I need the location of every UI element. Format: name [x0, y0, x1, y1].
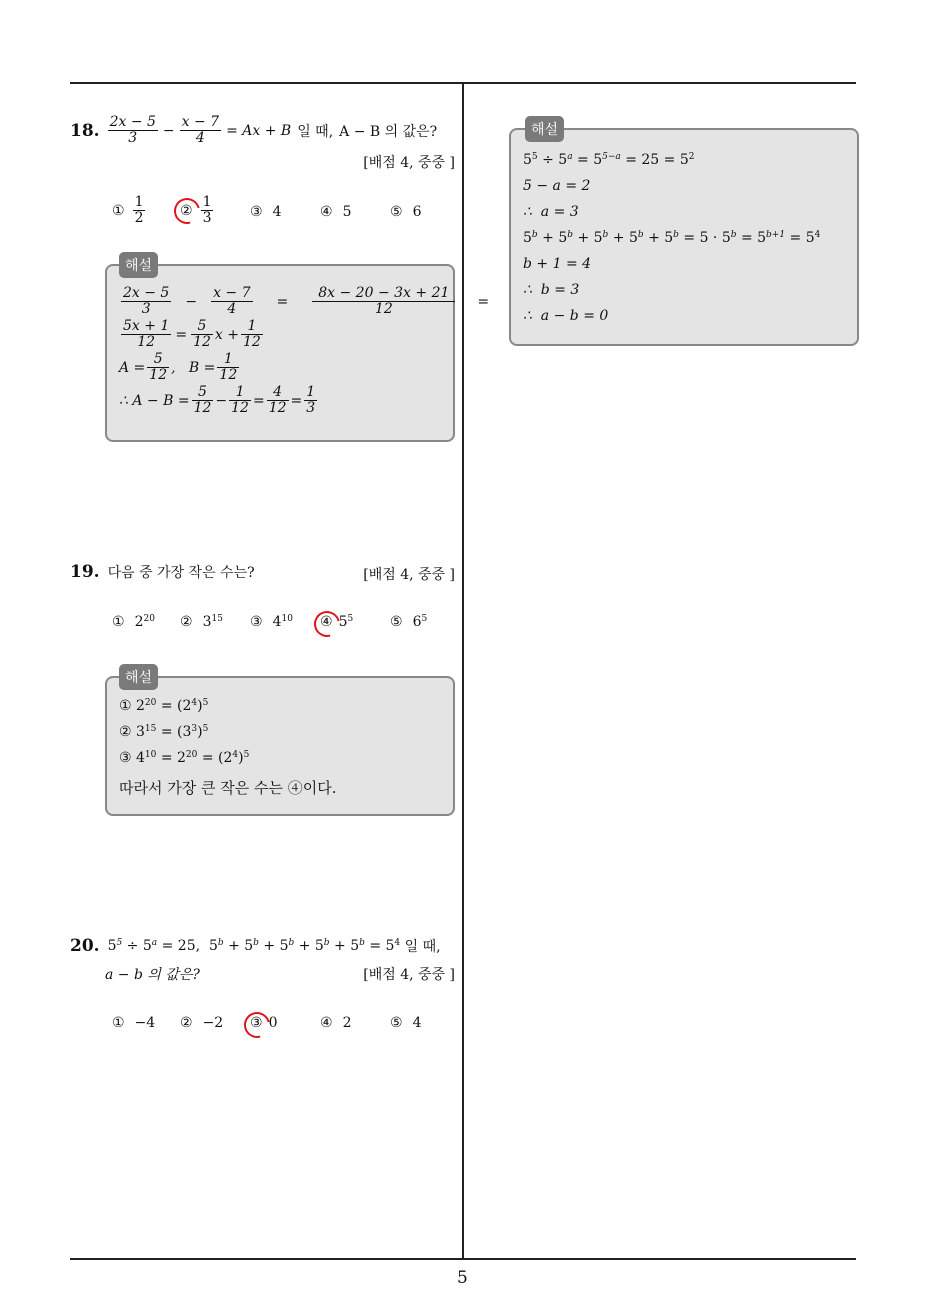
choice-3[interactable]: ③ 0 — [250, 1015, 278, 1031]
page-number: 5 — [457, 1268, 468, 1288]
choice-3[interactable]: ③ 4 — [250, 204, 282, 220]
solution-line: ③ 4 $^{10}$ = 2 $^{20}$ = (2 $^4$ ) $^5$ — [119, 750, 250, 766]
question-number: 18. — [70, 120, 100, 141]
score-label: [배점 4, 중중 ] — [363, 155, 455, 171]
question-18-stem — [70, 115, 437, 146]
choice-1[interactable]: ① $\frac{1}{2}$ — [112, 194, 144, 226]
solution-line: 5 $^5$ ÷ 5 $^a$ = 5 $^{5-a}$ = 25 = 5 $^2$ — [523, 152, 695, 168]
choice-4[interactable]: ④ 5 — [320, 204, 352, 220]
solution-line: 5 $^b$ + 5 $^b$ + 5 $^b$ + 5 $^b$ + 5 $^b$ = 5 · 5 $^b$ = 5 $^{b+1}$ = 5 $^4$ — [523, 230, 821, 246]
solution-line: 5 − a = 2 — [523, 178, 591, 194]
solution-line: ∴ a = 3 — [523, 204, 579, 220]
question-19 — [70, 562, 455, 642]
solution-conclusion: 따라서 가장 큰 작은 수는 ④이다. — [119, 779, 337, 797]
solution-line: b + 1 = 4 — [523, 256, 592, 272]
bottom-rule — [70, 1258, 856, 1260]
question-20-stem-line2: a − b 의 값은? — [105, 967, 200, 983]
solution-line: $\frac{2x - 5}{3}$ − $\frac{x - 7}{4}$ = $\frac{8x - 20 - 3x + 21}{12}$ = — [123, 285, 490, 317]
answer-circle-mark — [239, 1007, 278, 1043]
question-19-stem — [70, 562, 255, 582]
question-20-stem-line1: 20. 5 $^5$ ÷ 5 $^a$ = 25, 5 $^b$ + 5 $^b$ + 5 $^b$ + 5 $^b$ + 5 $^b$ = 5 $^4$ 일 때, — [70, 936, 441, 956]
fraction: $\frac{x - 7}{4}$ — [181, 114, 220, 146]
solution-line: $\frac{5x + 1}{12}$ = $\frac{5}{12}$ x + $\frac{1}{12}$ — [123, 318, 261, 350]
solution-box-19 — [105, 670, 455, 816]
solution-line: ① 2 $^{20}$ = (2 $^4$ ) $^5$ — [119, 698, 209, 714]
choice-2[interactable]: ② $\frac{1}{3}$ — [180, 194, 212, 226]
score-label: [배점 4, 중중 ] — [363, 567, 455, 583]
equation-rhs: = Ax + B — [226, 122, 292, 139]
solution-tag: 해설 — [119, 664, 158, 690]
minus-sign: − — [162, 122, 175, 139]
solution-box-18 — [105, 258, 490, 442]
question-number: 20. — [70, 936, 100, 956]
question-number: 19. — [70, 562, 100, 582]
choice-5[interactable]: ⑤ 6 $^5$ — [390, 614, 428, 630]
solution-line: ∴ A − B = $\frac{5}{12}$ − $\frac{1}{12}$ = $\frac{4}{12}$ = $\frac{1}{3}$ — [119, 384, 316, 416]
solution-box-20 — [509, 122, 859, 346]
solution-tag: 해설 — [119, 252, 158, 278]
solution-line: A = $\frac{5}{12}$ , B = $\frac{1}{12}$ — [119, 351, 238, 383]
choice-2[interactable]: ② −2 — [180, 1015, 224, 1031]
solution-line: ∴ a − b = 0 — [523, 308, 609, 324]
score-label: [배점 4, 중중 ] — [363, 967, 455, 983]
choice-4[interactable]: ④ 2 — [320, 1015, 352, 1031]
choice-1[interactable]: ① 2 $^{20}$ — [112, 614, 155, 630]
solution-tag: 해설 — [525, 116, 564, 142]
answer-circle-mark — [309, 606, 345, 642]
choice-3[interactable]: ③ 4 $^{10}$ — [250, 614, 293, 630]
question-ask: A − B 의 값은? — [339, 123, 438, 140]
choice-2[interactable]: ② 3 $^{15}$ — [180, 614, 223, 630]
choice-5[interactable]: ⑤ 4 — [390, 1015, 422, 1031]
choice-5[interactable]: ⑤ 6 — [390, 204, 422, 220]
fraction: $\frac{2x - 5}{3}$ — [109, 114, 156, 146]
choice-1[interactable]: ① −4 — [112, 1015, 156, 1031]
column-divider — [462, 82, 464, 1260]
condition-text: 일 때, — [297, 123, 334, 140]
question-20 — [70, 936, 455, 1036]
solution-line: ② 3 $^{15}$ = (3 $^3$ ) $^5$ — [119, 724, 209, 740]
solution-line: ∴ b = 3 — [523, 282, 580, 298]
choice-4[interactable]: ④ 5 $^5$ — [320, 614, 354, 630]
question-text: 다음 중 가장 작은 수는? — [107, 565, 255, 581]
